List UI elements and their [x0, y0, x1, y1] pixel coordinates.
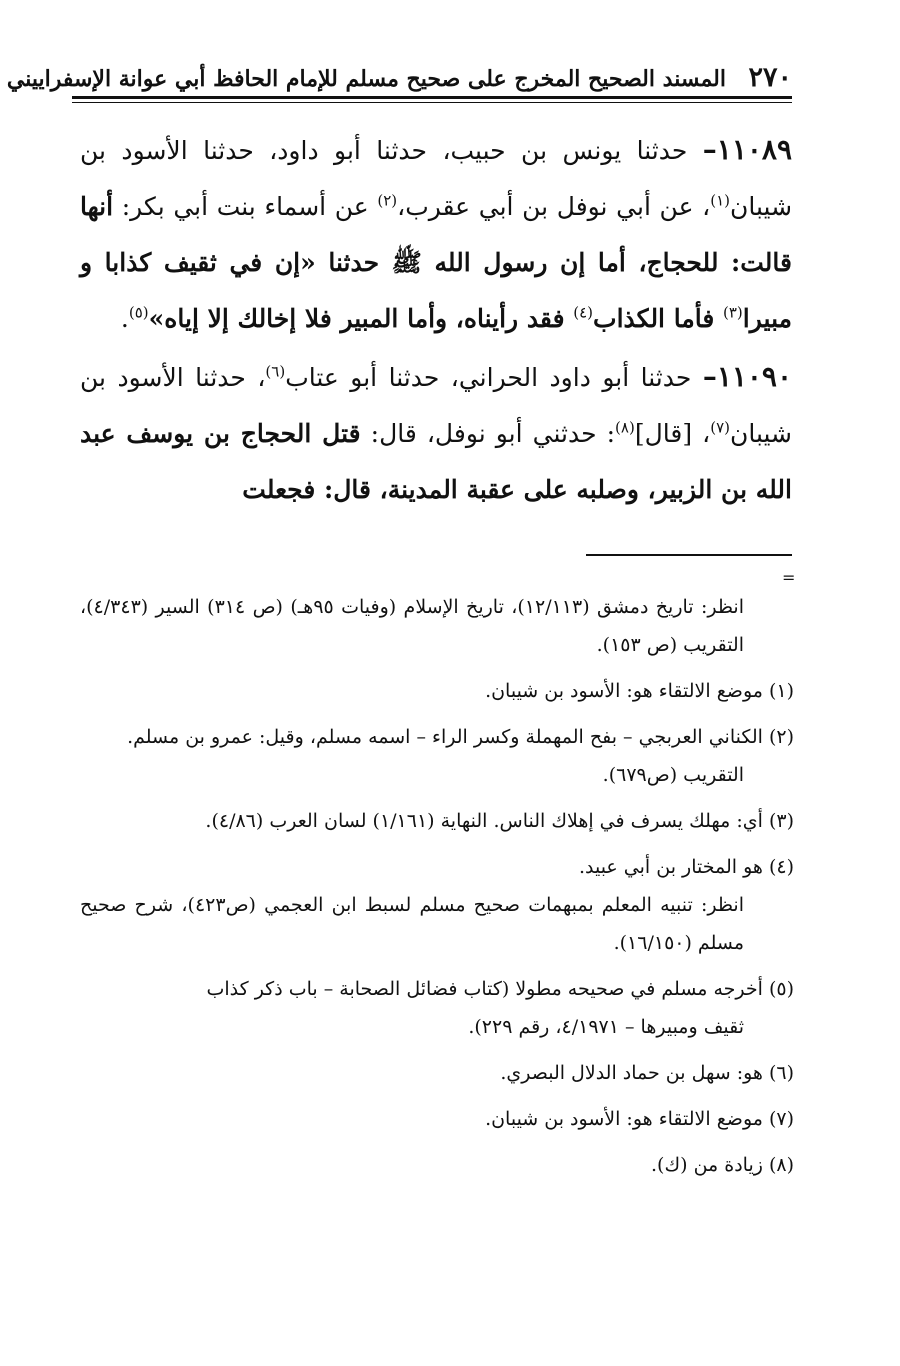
footnote-text: الكناني العربجي – بفح المهملة وكسر الراء – اسمه مسلم، وقيل: عمرو بن مسلم.	[127, 726, 763, 748]
isnad-text: حدثنا يونس بن حبيب، حدثنا أبو داود، حدثنا الأسود بن شيبان	[80, 136, 793, 221]
footnote-ref: (١)	[710, 191, 730, 210]
isnad-text: حدثنا أبو داود الحراني، حدثنا أبو عتاب	[285, 363, 703, 392]
footnote-continued: انظر: تاريخ دمشق (١٢/١١٣)، تاريخ الإسلام (وفيات ٩٥هـ) (ص ٣١٤) السير (٤/٣٤٣)، التقريب (ص ١٥٣).	[80, 596, 745, 656]
matn-text: أنها قالت: للحجاج، أما إن رسول الله ﷺ حدثنا «إن في ثقيف كذابا و مبيرا	[80, 192, 792, 333]
page-header	[6, 58, 792, 98]
header-rule-thin	[72, 102, 792, 103]
footnote-text: هو: سهل بن حماد الدلال البصري.	[500, 1062, 763, 1084]
isnad-text: ، حدثنا الأسود بن شيبان	[80, 363, 792, 448]
footnote-text: زيادة من (ك).	[651, 1154, 763, 1176]
hadith-11090	[80, 349, 792, 518]
footnote-text: موضع الالتقاء هو: الأسود بن شيبان.	[485, 680, 763, 702]
matn-text: قتل الحجاج بن يوسف عبد الله بن الزبير، وصلبه على عقبة المدينة، قال: فجعلت	[80, 419, 792, 504]
footnote-3	[80, 802, 794, 840]
matn-text: فقد رأيناه، وأما المبير فلا إخالك إلا إياه»	[148, 304, 574, 333]
footnote-separator	[586, 554, 792, 556]
footnote-ref: (٥)	[128, 303, 149, 322]
footnote-number: (٧)	[768, 1108, 794, 1130]
footnote-8	[80, 1146, 794, 1184]
isnad-text: : حدثني أبو نوفل، قال:	[360, 419, 616, 448]
footnote-ref: (٣)	[723, 303, 743, 322]
hadith-number: ١١٠٨٩–	[702, 133, 792, 166]
footnote-number: (٢)	[768, 726, 794, 748]
hadith-11089	[80, 122, 792, 347]
footnote-number: (٥)	[768, 978, 794, 1000]
main-text	[80, 122, 792, 518]
running-title: المسند الصحيح المخرج على صحيح مسلم للإمام الحافظ أبي عوانة الإسفراييني	[6, 66, 726, 92]
footnote-ref: (٢)	[377, 191, 398, 210]
footnote-text: موضع الالتقاء هو: الأسود بن شيبان.	[485, 1108, 763, 1130]
footnote-5	[80, 970, 794, 1046]
footnote-text: هو المختار بن أبي عبيد.	[578, 856, 763, 878]
footnote-text: أخرجه مسلم في صحيحه مطولا (كتاب فضائل الصحابة – باب ذكر كذاب	[206, 978, 763, 1000]
isnad-text: ، [قال]	[634, 419, 711, 448]
footnote-ref: (٧)	[710, 418, 730, 437]
footnote-number: (٣)	[768, 810, 794, 832]
page-number: ٢٧٠	[748, 62, 792, 93]
continuation-marker: =	[782, 568, 796, 587]
footnote-7	[80, 1100, 794, 1138]
header-rule-thick	[72, 96, 792, 99]
footnote-text: انظر: تنبيه المعلم بمبهمات صحيح مسلم لسبط ابن العجمي (ص٤٢٣)، شرح صحيح مسلم (١٦/١٥٠).	[80, 894, 744, 954]
isnad-text: ، عن أبي نوفل بن أبي عقرب،	[397, 192, 711, 221]
footnote-number: (٦)	[768, 1062, 794, 1084]
footnote-2	[80, 718, 794, 794]
footnotes	[80, 588, 794, 1192]
footnote-number: (٤)	[768, 856, 794, 878]
footnote-1	[80, 672, 794, 710]
footnote-6	[80, 1054, 794, 1092]
footnote-text: ثقيف ومبيرها – ٤/١٩٧١، رقم ٢٢٩).	[468, 1016, 744, 1038]
footnote-ref: (٤)	[573, 303, 594, 322]
hadith-number: ١١٠٩٠–	[702, 360, 793, 393]
isnad-text: عن أسماء بنت أبي بكر:	[113, 192, 378, 221]
footnote-ref: (٦)	[265, 362, 286, 381]
end-punct: .	[120, 304, 129, 333]
footnote-number: (١)	[768, 680, 794, 702]
footnote-number: (٨)	[768, 1154, 794, 1176]
footnote-text: التقريب (ص٦٧٩).	[602, 764, 744, 786]
footnote-ref: (٨)	[615, 418, 635, 437]
matn-text: فأما الكذاب	[593, 304, 723, 333]
footnote-text: أي: مهلك يسرف في إهلاك الناس. النهاية (١/١٦١) لسان العرب (٤/٨٦).	[205, 810, 763, 832]
footnote-4	[80, 848, 794, 962]
